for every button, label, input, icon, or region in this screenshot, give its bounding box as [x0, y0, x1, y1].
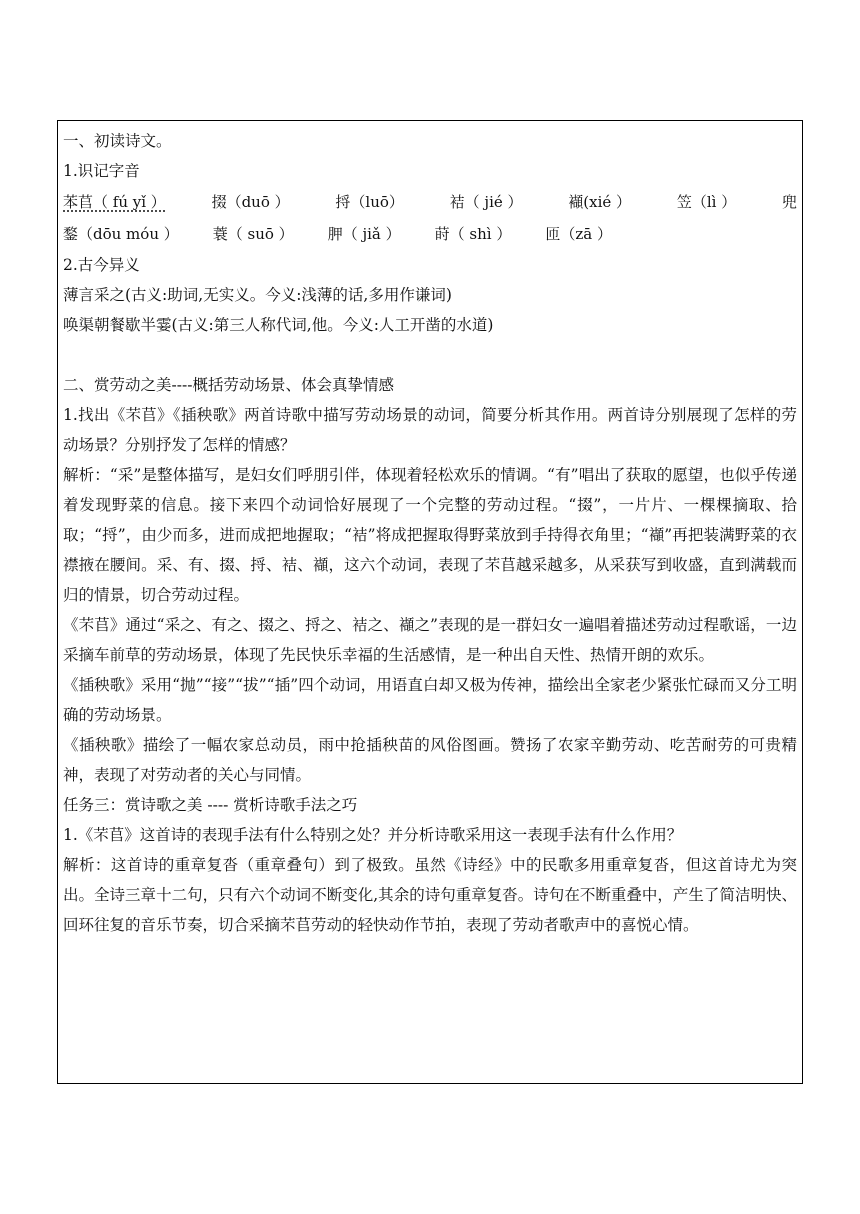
pinyin-item: 莳（ shì ） [434, 225, 512, 243]
section2-analysis-1: 解析：“采”是整体描写，是妇女们呼朋引伴，体现着轻松欢乐的情调。“有”唱出了获取的愿望，也似乎传递着发现野菜的信息。接下来四个动词恰好展现了一个完整的劳动过程。“掇”，一片片、一棵棵摘取、拾取；“捋”，由少而多，进而成把地握取；“袺”将成把握取得野菜放到手持得衣角里；“襭”再把装满野菜的衣襟掖在腰间。采、有、掇、捋、袺、襭，这六个动词，表现了芣苢越采越多，从采获写到收盛，直到满载而归的情景，切合劳动过程。 [63, 466, 797, 604]
section1-sub2: 2.古今异义 [63, 256, 140, 274]
pinyin-item: 襭(xié ） [568, 193, 632, 211]
gujin-line-2: 唤渠朝餐歇半霎(古义:第三人称代词,他。今义:人工开凿的水道) [63, 316, 494, 334]
pinyin-row-1 [63, 186, 797, 218]
gujin-line-1: 薄言采之(古义:助词,无实义。今义:浅薄的话,多用作谦词) [63, 286, 452, 304]
pinyin-row-2 [63, 218, 797, 250]
content-box [57, 120, 803, 1084]
pinyin-item: 蓑（ suō ） [212, 225, 294, 243]
pinyin-item: 袺（ jié ） [449, 193, 523, 211]
pinyin-item: 鍪（dōu móu ） [63, 225, 179, 243]
section1-sub1: 1.识记字音 [63, 162, 140, 180]
pinyin-item: 苯苢（ fú yǐ ） [63, 193, 166, 211]
section2-question: 1.找出《芣苢》《插秧歌》两首诗歌中描写劳动场景的动词，简要分析其作用。两首诗分别展现了怎样的劳动场景？分别抒发了怎样的情感？ [63, 406, 797, 454]
pinyin-item: 掇（duō ） [211, 193, 290, 211]
section2-heading: 二、赏劳动之美----概括劳动场景、体会真挚情感 [63, 376, 394, 394]
pinyin-item: 笠（lì ） [676, 193, 737, 211]
pinyin-item: 匝（zā ） [545, 225, 612, 243]
section3-question: 1.《芣苢》这首诗的表现手法有什么特别之处？并分析诗歌采用这一表现手法有什么作用？ [63, 826, 683, 844]
pinyin-item: 胛（ jiǎ ） [327, 225, 401, 243]
document-body [58, 121, 802, 940]
section2-analysis-3: 《插秧歌》采用“抛”“接”“拔”“插”四个动词，用语直白却又极为传神，描绘出全家老少紧张忙碌而又分工明确的劳动场景。 [63, 676, 797, 724]
section2-analysis-2: 《芣苢》通过“采之、有之、掇之、捋之、袺之、襭之”表现的是一群妇女一遍唱着描述劳动过程歌谣，一边采摘车前草的劳动场景，体现了先民快乐幸福的生活感情，是一种出自天性、热情开朗的欢乐。 [63, 616, 797, 664]
section3-heading: 任务三：赏诗歌之美 ---- 赏析诗歌手法之巧 [63, 796, 358, 814]
section1-heading: 一、初读诗文。 [63, 132, 172, 150]
section2-analysis-4: 《插秧歌》描绘了一幅农家总动员，雨中抢插秧苗的风俗图画。赞扬了农家辛勤劳动、吃苦耐劳的可贵精神，表现了对劳动者的关心与同情。 [63, 736, 797, 784]
pinyin-item: 捋（luō） [335, 193, 404, 211]
section3-analysis: 解析：这首诗的重章复沓（重章叠句）到了极致。虽然《诗经》中的民歌多用重章复沓，但这首诗尤为突出。全诗三章十二句，只有六个动词不断变化,其余的诗句重章复沓。诗句在不断重叠中，产生了简洁明快、回环往复的音乐节奏，切合采摘芣苢劳动的轻快动作节拍，表现了劳动者歌声中的喜悦心情。 [63, 856, 797, 934]
spacer [63, 340, 797, 370]
pinyin-item: 兜 [781, 193, 797, 211]
